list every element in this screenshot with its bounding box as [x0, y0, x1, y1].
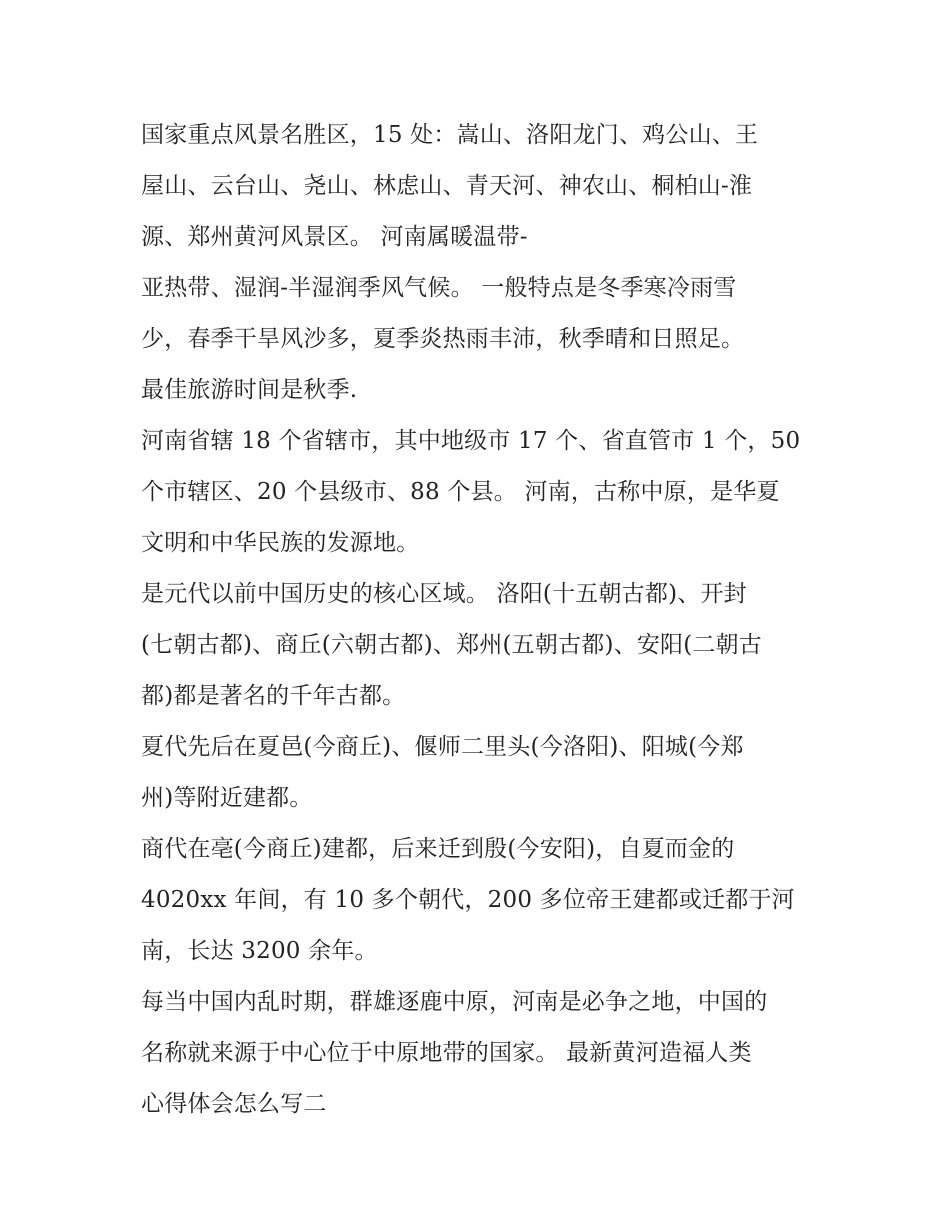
text-line: 国家重点风景名胜区，15 处：嵩山、洛阳龙门、鸡公山、王	[141, 122, 759, 148]
text-line: 心得体会怎么写二	[141, 1091, 327, 1117]
text-line: 文明和中华民族的发源地。	[141, 530, 420, 556]
text-line: 南，长达 3200 余年。	[141, 938, 378, 964]
text-line: 夏代先后在夏邑(今商丘)、偃师二里头(今洛阳)、阳城(今郑	[141, 734, 744, 760]
text-line: 是元代以前中国历史的核心区域。 洛阳(十五朝古都)、开封	[141, 581, 747, 607]
text-line: 亚热带、湿润-半湿润季风气候。 一般特点是冬季寒冷雨雪	[141, 275, 737, 301]
text-line: 每当中国内乱时期，群雄逐鹿中原，河南是必争之地，中国的	[141, 989, 768, 1015]
text-line: (七朝古都)、商丘(六朝古都)、郑州(五朝古都)、安阳(二朝古	[141, 632, 763, 658]
text-line: 少，春季干旱风沙多，夏季炎热雨丰沛，秋季晴和日照足。	[141, 326, 745, 352]
text-line: 都)都是著名的千年古都。	[141, 683, 406, 709]
text-line: 个市辖区、20 个县级市、88 个县。 河南，古称中原，是华夏	[141, 479, 780, 505]
text-line: 屋山、云台山、尧山、林虑山、青天河、神农山、桐柏山-淮	[141, 173, 753, 199]
text-line: 州)等附近建都。	[141, 785, 313, 811]
text-line: 商代在亳(今商丘)建都，后来迁到殷(今安阳)，自夏而金的	[141, 836, 735, 862]
text-line: 4020xx 年间，有 10 多个朝代，200 多位帝王建都或迁都于河	[141, 887, 795, 913]
text-line: 源、郑州黄河风景区。 河南属暖温带-	[141, 224, 528, 250]
text-line: 最佳旅游时间是秋季.	[141, 377, 358, 403]
text-line: 河南省辖 18 个省辖市，其中地级市 17 个、省直管市 1 个，50	[141, 428, 801, 454]
document-body	[141, 110, 831, 1130]
text-line: 名称就来源于中心位于中原地带的国家。 最新黄河造福人类	[141, 1040, 752, 1066]
